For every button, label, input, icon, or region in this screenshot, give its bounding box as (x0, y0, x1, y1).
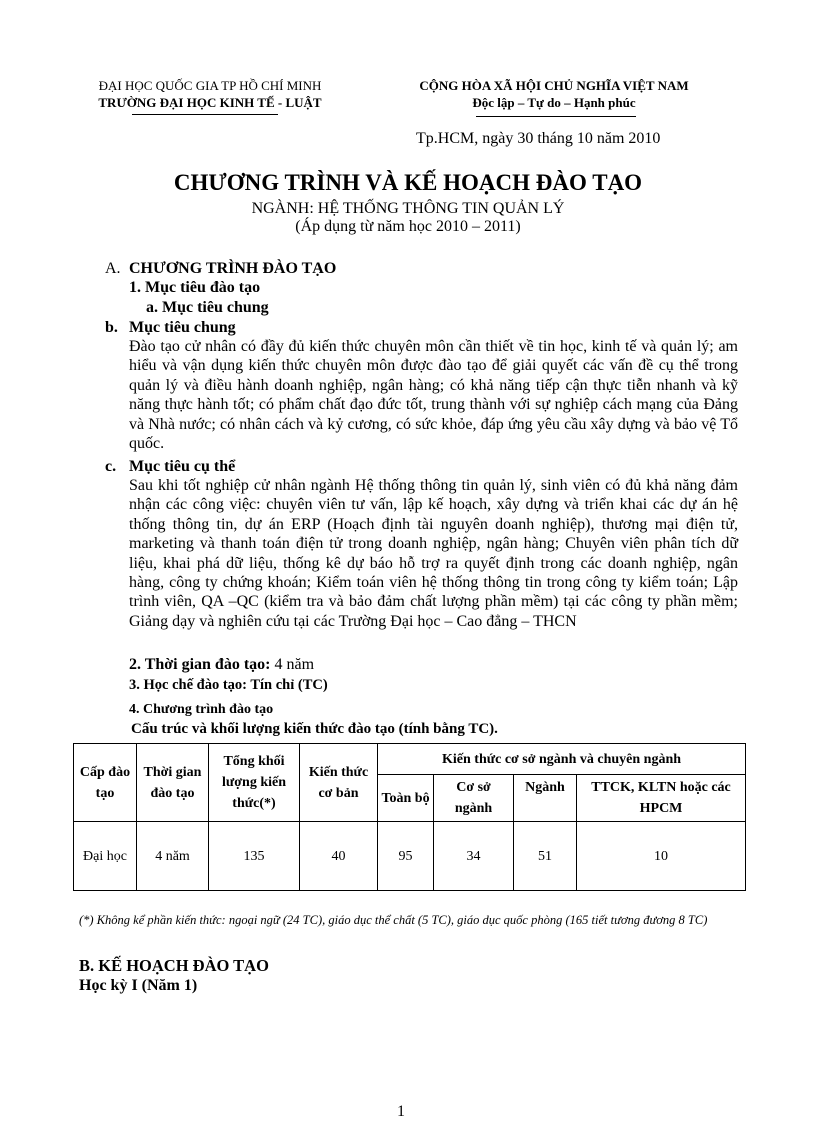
header-left-underline (132, 114, 278, 115)
general-objective-paragraph: Đào tạo cử nhân có đầy đủ kiến thức chuyên môn cần thiết về tin học, kinh tế và quản lý; am hiểu và vận dụng kiến thức chuyên môn được đào tạo để giải quyết các vấn đề cụ thể trong quản lý và điều hành doanh nghiệp, ngân hàng; có khả năng tiếp cận thực tiễn nhanh và kỹ năng thực hành tốt; có phẩm chất đạo đức tốt, trung thành với sự nghiệp cách mạng của Đảng và Nhà nước; có nhân cách và kỷ cương, có sức khỏe, đáp ứng yêu cầu xây dựng và bảo vệ Tổ quốc. (129, 338, 738, 453)
header-all: Toàn bộ (378, 775, 434, 822)
item2-line (129, 655, 314, 674)
cell-total: 135 (209, 822, 300, 891)
page-number: 1 (397, 1103, 405, 1120)
semester-heading: Học kỳ I (Năm 1) (79, 977, 198, 994)
item3-line: 3. Học chế đào tạo: Tín chỉ (TC) (129, 677, 328, 693)
date-line: Tp.HCM, ngày 30 tháng 10 năm 2010 (416, 130, 661, 147)
section-a-title: CHƯƠNG TRÌNH ĐÀO TẠO (129, 260, 337, 277)
knowledge-structure-table (73, 743, 746, 891)
table-header-row-1 (74, 744, 746, 775)
header-major-group: Kiến thức cơ sở ngành và chuyên ngành (378, 744, 746, 775)
item1a-heading: a. Mục tiêu chung (146, 299, 269, 316)
university-header (60, 77, 360, 111)
item1-heading: 1. Mục tiêu đào tạo (129, 279, 261, 296)
school-name: TRƯỜNG ĐẠI HỌC KINH TẾ - LUẬT (98, 95, 322, 110)
specific-objective-paragraph: Sau khi tốt nghiệp cử nhân ngành Hệ thống thông tin quản lý, sinh viên có đủ khả năng đảm nhận các công việc: chuyên viên tư vấn, lập kế hoạch, xây dựng và triển khai các dự án hệ thống thông tin, dự án ERP (Hoạch định tài nguyên doanh nghiệp), thương mại điện tử, marketing và thanh toán điện tử trong doanh nghiệp, ngân hàng; Chuyên viên phân tích dữ liệu, khai phá dữ liệu, thống kê dự báo hỗ trợ ra quyết định trong các doanh nghiệp, ngân hàng, công ty chứng khoán; Kiểm toán viên hệ thống thông tin trong công ty kiểm toán; Lập trình viên, QA –QC (kiểm tra và bảo đảm chất lượng phần mềm) tại các công ty phần mềm; Giảng dạy và nghiên cứu tại các Trường Đại học – Cao đẳng – THCN (129, 477, 738, 630)
structure-caption: Cấu trúc và khối lượng kiến thức đào tạo (tính bằng TC). (131, 721, 498, 737)
b-marker: b. (105, 319, 118, 336)
table-row (74, 822, 746, 891)
cell-level: Đại học (74, 822, 137, 891)
section-a-marker: A. (105, 260, 121, 277)
cell-all: 95 (378, 822, 434, 891)
document-title: CHƯƠNG TRÌNH VÀ KẾ HOẠCH ĐÀO TẠO (173, 170, 643, 195)
republic-name: CỘNG HÒA XÃ HỘI CHỦ NGHĨA VIỆT NAM (419, 78, 689, 93)
c-marker: c. (105, 458, 117, 475)
section-b-title: B. KẾ HOẠCH ĐÀO TẠO (79, 956, 269, 975)
apply-line: (Áp dụng từ năm học 2010 – 2011) (295, 218, 521, 235)
cell-duration: 4 năm (137, 822, 209, 891)
national-motto: Độc lập – Tự do – Hạnh phúc (472, 95, 636, 110)
item4-line: 4. Chương trình đào tạo (129, 702, 274, 717)
item2-value: 4 năm (274, 656, 315, 673)
header-right-underline (476, 116, 636, 117)
header-level: Cấp đào tạo (74, 744, 137, 822)
header-base: Cơ sở ngành (434, 775, 514, 822)
cell-basic: 40 (300, 822, 378, 891)
cell-major: 51 (514, 822, 577, 891)
b-heading: Mục tiêu chung (129, 319, 236, 336)
table-footnote: (*) Không kể phần kiến thức: ngoại ngữ (24 TC), giáo dục thể chất (5 TC), giáo dục quốc phòng (165 tiết tương đương 8 TC) (79, 913, 708, 927)
major-line: NGÀNH: HỆ THỐNG THÔNG TIN QUẢN LÝ (251, 200, 565, 217)
header-major: Ngành (514, 775, 577, 822)
university-name: ĐẠI HỌC QUỐC GIA TP HỒ CHÍ MINH (98, 78, 322, 93)
item2-label: 2. Thời gian đào tạo: (129, 656, 271, 673)
cell-base: 34 (434, 822, 514, 891)
c-heading: Mục tiêu cụ thể (129, 458, 236, 475)
header-basic: Kiến thức cơ bản (300, 744, 378, 822)
header-total: Tổng khối lượng kiến thức(*) (209, 744, 300, 822)
cell-thesis: 10 (577, 822, 746, 891)
national-header (404, 77, 704, 111)
header-duration: Thời gian đào tạo (137, 744, 209, 822)
header-thesis: TTCK, KLTN hoặc các HPCM (577, 775, 746, 822)
